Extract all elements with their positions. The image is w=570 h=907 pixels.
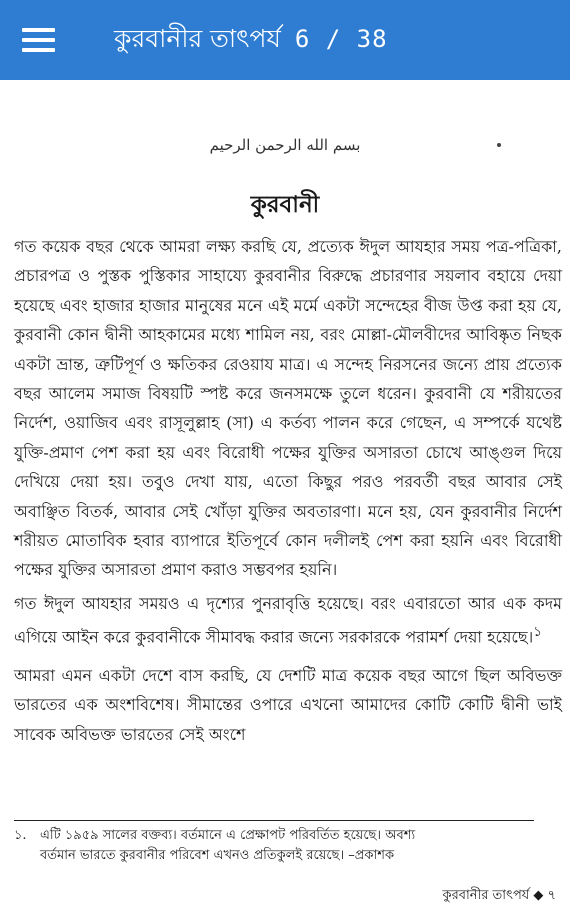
- book-title: কুরবানীর তাৎপর্য: [114, 23, 281, 53]
- footnote: [14, 826, 554, 866]
- app-title: [114, 19, 388, 62]
- menu-icon-bar: [22, 38, 55, 42]
- menu-icon-bar: [22, 48, 55, 52]
- footnote-line: [14, 826, 554, 846]
- menu-icon[interactable]: [22, 20, 68, 60]
- paragraph: আমরা এমন একটা দেশে বাস করছি, যে দেশটি মাত্র কয়েক বছর আগে ছিল অবিভক্ত ভারতের এক অংশবিশেষ। সীমান্তের ওপারে এখনো আমাদের কোটি কোটি দ্বীনী ভাই সাবেক অবিভক্ত ভারতের সেই অংশে: [14, 666, 562, 744]
- menu-icon-bar: [22, 28, 55, 32]
- chapter-heading: কুরবানী: [250, 191, 320, 218]
- footnote-marker: ১: [533, 625, 542, 641]
- book-page: [0, 80, 570, 903]
- paragraph-text: গত ঈদুল আযহার সময়ও এ দৃশ্যের পুনরাবৃত্তি হয়েছে। বরং এবারতো আর এক কদম এগিয়ে আইন করে কুরবানীকে সীমাবদ্ধ করার জন্যে সরকারকে পরামর্শ দেয়া হয়েছে।: [14, 593, 562, 647]
- running-footer: কুরবানীর তাৎপর্য ◆ ৭: [442, 888, 556, 903]
- page-body: [14, 232, 562, 749]
- footnote-line: বর্তমান ভারতে কুরবানীর পরিবেশ এখনও প্রতিকুলই রয়েছে। –প্রকাশক: [40, 848, 395, 863]
- ink-dot: [497, 143, 501, 147]
- footnote-text: এটি ১৯৫৯ সালের বক্তব্য। বর্তমানে এ প্রেক্ষাপট পরিবর্তিত হয়েছে। অবশ্য: [40, 828, 416, 843]
- footnote-number: ১.: [14, 828, 27, 843]
- bismillah-line: بسم الله الرحمن الرحيم: [209, 136, 361, 154]
- paragraph: গত কয়েক বছর থেকে আমরা লক্ষ্য করছি যে, প্রত্যেক ঈদুল আযহার সময় পত্র-পত্রিকা, প্রচারপত্র ও পুস্তক পুস্তিকার সাহায্যে কুরবানীর বিরুদ্ধে প্রচারণার সয়লাব বহায়ে দেয়া হয়েছে এবং হাজার হাজার মানুষের মনে এই মর্মে একটা সন্দেহের বীজ উপ্ত করা হয় যে, কুরবানী কোন দ্বীনী আহকামের মধ্যে শামিল নয়, বরং মোল্লা-মৌলবীদের আবিষ্কৃত নিছক একটা ভ্রান্ত, ত্রুটিপূর্ণ ও ক্ষতিকর রেওয়ায মাত্র। এ সন্দেহ নিরসনের জন্যে প্রায় প্রত্যেক বছর আলেম সমাজ বিষয়টি স্পষ্ট করে জনসমক্ষে তুলে ধরেন। কুরবানী যে শরীয়তের নির্দেশ, ওয়াজিব এবং রাসূলুল্লাহ (সা) এ কর্তব্য পালন করে গেছেন, এ সম্পর্কে যথেষ্ট যুক্তি-প্রমাণ পেশ করা হয় এবং বিরোধী পক্ষের যুক্তির অসারতা চোখে আঙ্গুল দিয়ে দেখিয়ে দেয়া হয়। তবুও দেখা যায়, এতো কিছুর পরও পরবর্তী বছর আবার সেই অবাঞ্ছিত বিতর্ক, আবার সেই খোঁড়া যুক্তির অবতারণা। মনে হয়, যেন কুরবানীর নির্দেশ শরীয়ত মোতাবিক হবার ব্যাপারে ইতিপূর্বে কোন দলীলই পেশ করা হয়নি এবং বিরোধী পক্ষের যুক্তির অসারতা প্রমাণ করাও সম্ভবপর হয়নি।: [14, 237, 562, 580]
- paragraph: [14, 589, 562, 652]
- footnote-divider: [14, 820, 534, 821]
- page-indicator: 6 / 38: [294, 24, 388, 53]
- app-bar: [0, 0, 570, 80]
